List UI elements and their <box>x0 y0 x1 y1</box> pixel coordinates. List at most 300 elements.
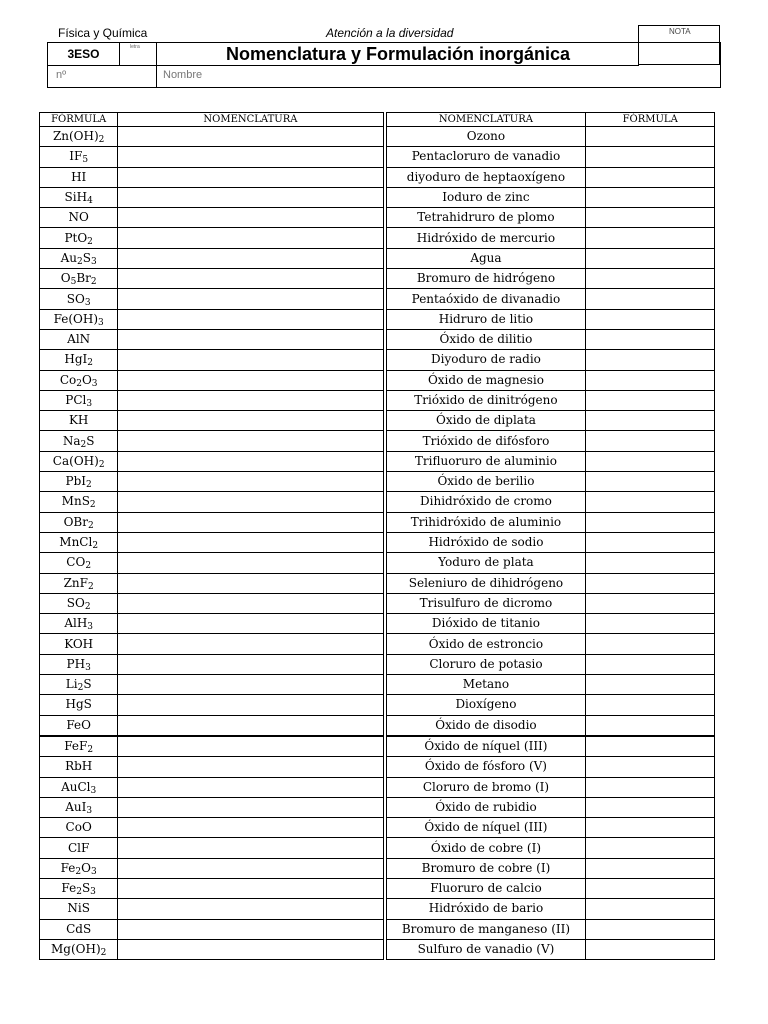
formula-symbols: O <box>81 860 91 875</box>
formula-subscript: 2 <box>84 601 91 612</box>
nomenclature-answer-cell[interactable] <box>118 532 383 552</box>
exercise-table <box>39 112 715 960</box>
nomenclature-answer-cell[interactable] <box>118 492 383 512</box>
formula-answer-cell[interactable] <box>586 228 715 248</box>
compound-name-cell: Óxido de dilitio <box>386 329 586 349</box>
compound-name-cell: Agua <box>386 248 586 268</box>
table-row <box>40 919 715 939</box>
name-label: Nombre <box>163 69 203 81</box>
table-row <box>40 675 715 695</box>
compound-name-cell: Pentaóxido de divanadio <box>386 289 586 309</box>
formula-symbols: AlN <box>67 332 91 347</box>
formula-cell <box>40 451 118 471</box>
formula-cell <box>40 777 118 797</box>
nomenclature-answer-cell[interactable] <box>118 573 383 593</box>
table-row <box>40 248 715 268</box>
formula-answer-cell[interactable] <box>586 614 715 634</box>
formula-symbols: FeF <box>64 739 88 754</box>
formula-cell <box>40 512 118 532</box>
formula-subscript: 3 <box>91 378 98 389</box>
nomenclature-answer-cell[interactable] <box>118 838 383 858</box>
nomenclature-answer-cell[interactable] <box>118 634 383 654</box>
formula-symbols: AuCl <box>61 779 91 794</box>
formula-symbols: PCl <box>65 393 87 407</box>
formula-cell <box>40 248 118 268</box>
formula-symbols: S <box>86 433 95 448</box>
formula-answer-cell[interactable] <box>586 208 715 228</box>
table-row <box>40 512 715 532</box>
table-row <box>40 147 715 167</box>
formula-subscript: 3 <box>86 399 93 409</box>
formula-answer-cell[interactable] <box>586 838 715 858</box>
formula-symbols: AlH <box>64 616 88 631</box>
compound-name-cell: Bromuro de manganeso (II) <box>386 919 586 939</box>
formula-answer-cell[interactable] <box>586 431 715 451</box>
formula-subscript: 3 <box>90 866 97 877</box>
compound-name-cell: Hidróxido de bario <box>386 899 586 919</box>
compound-name-cell: Bromuro de cobre (I) <box>386 858 586 878</box>
nomenclature-answer-cell[interactable] <box>118 939 383 959</box>
compound-name-cell: Óxido de magnesio <box>386 370 586 390</box>
formula-symbols: SO <box>66 291 85 306</box>
formula-symbols: Na <box>62 433 81 448</box>
nomenclature-answer-cell[interactable] <box>118 370 383 390</box>
formula-subscript: 2 <box>92 541 99 552</box>
formula-answer-cell[interactable] <box>586 451 715 471</box>
compound-name-cell: Trióxido de difósforo <box>386 431 586 451</box>
nomenclature-column-header: NOMENCLATURA <box>386 113 586 127</box>
nomenclature-answer-cell[interactable] <box>118 451 383 471</box>
formula-symbols: NiS <box>67 901 90 916</box>
formula-symbols: S <box>81 881 91 896</box>
table-row <box>40 289 715 309</box>
formula-subscript: 2 <box>86 480 92 491</box>
compound-name-cell: Hidruro de litio <box>386 309 586 329</box>
course-cell: 3ESO <box>48 43 120 65</box>
grade-label: NOTA <box>669 27 691 36</box>
formula-cell <box>40 472 118 492</box>
formula-subscript: 2 <box>87 236 93 247</box>
formula-cell <box>40 289 118 309</box>
formula-cell <box>40 390 118 410</box>
formula-answer-cell[interactable] <box>586 818 715 838</box>
formula-cell <box>40 208 118 228</box>
formula-symbols: PH <box>66 656 86 671</box>
compound-name-cell: Óxido de níquel (III) <box>386 736 586 757</box>
compound-name-cell: Óxido de fósforo (V) <box>386 757 586 777</box>
formula-symbols: ClF <box>67 840 90 855</box>
formula-cell <box>40 187 118 207</box>
formula-symbols: KH <box>68 413 89 428</box>
formula-symbols: O <box>81 372 92 387</box>
table-row <box>40 228 715 248</box>
formula-cell <box>40 757 118 777</box>
formula-answer-cell[interactable] <box>586 553 715 573</box>
formula-subscript: 2 <box>87 745 94 756</box>
formula-cell <box>40 553 118 573</box>
compound-name-cell: Ioduro de zinc <box>386 187 586 207</box>
formula-cell <box>40 858 118 878</box>
compound-name-cell: Cloruro de potasio <box>386 654 586 674</box>
formula-answer-cell[interactable] <box>586 777 715 797</box>
table-row <box>40 695 715 715</box>
formula-symbols: MnCl <box>59 535 93 550</box>
formula-symbols: CO <box>66 555 86 570</box>
table-row <box>40 309 715 329</box>
table-row <box>40 492 715 512</box>
compound-name-cell: Fluoruro de calcio <box>386 878 586 898</box>
formula-cell <box>40 329 118 349</box>
formula-symbols: NO <box>68 210 89 225</box>
nomenclature-answer-cell[interactable] <box>118 512 383 532</box>
table-row <box>40 329 715 349</box>
compound-name-cell: Óxido de disodio <box>386 715 586 736</box>
nomenclature-answer-cell[interactable] <box>118 614 383 634</box>
table-row <box>40 818 715 838</box>
nomenclature-answer-cell[interactable] <box>118 147 383 167</box>
worksheet-header <box>0 0 768 100</box>
formula-answer-cell[interactable] <box>586 532 715 552</box>
compound-name-cell: Pentacloruro de vanadio <box>386 147 586 167</box>
formula-symbols: Au <box>60 250 78 265</box>
formula-symbols: Ca(OH) <box>52 453 99 468</box>
formula-answer-cell[interactable] <box>586 899 715 919</box>
formula-answer-cell[interactable] <box>586 573 715 593</box>
compound-name-cell: Hidróxido de mercurio <box>386 228 586 248</box>
table-row <box>40 350 715 370</box>
formula-answer-cell[interactable] <box>586 411 715 431</box>
nomenclature-answer-cell[interactable] <box>118 858 383 878</box>
nomenclature-answer-cell[interactable] <box>118 411 383 431</box>
compound-name-cell: Trihidróxido de aluminio <box>386 512 586 532</box>
table-row <box>40 411 715 431</box>
formula-subscript: 2 <box>75 866 82 877</box>
nomenclature-answer-cell[interactable] <box>118 715 383 736</box>
compound-name-cell: Óxido de estroncio <box>386 634 586 654</box>
formula-subscript: 2 <box>87 358 93 369</box>
formula-answer-cell[interactable] <box>586 512 715 532</box>
formula-answer-cell[interactable] <box>586 390 715 410</box>
nomenclature-answer-cell[interactable] <box>118 208 383 228</box>
formula-answer-cell[interactable] <box>586 695 715 715</box>
formula-symbols: Fe <box>61 881 77 896</box>
formula-subscript: 2 <box>77 256 83 267</box>
formula-cell <box>40 228 118 248</box>
nomenclature-answer-cell[interactable] <box>118 593 383 613</box>
table-row <box>40 777 715 797</box>
formula-symbols: OBr <box>63 514 88 529</box>
formula-symbols: O <box>60 271 71 286</box>
nomenclature-answer-cell[interactable] <box>118 350 383 370</box>
formula-cell <box>40 167 118 187</box>
formula-cell <box>40 695 118 715</box>
compound-name-cell: Óxido de diplata <box>386 411 586 431</box>
formula-symbols: HI <box>71 169 87 184</box>
nomenclature-answer-cell[interactable] <box>118 127 383 147</box>
formula-cell <box>40 350 118 370</box>
formula-symbols: MnS <box>61 494 90 509</box>
worksheet-title: Nomenclatura y Formulación inorgánica <box>225 44 571 64</box>
formula-answer-cell[interactable] <box>586 634 715 654</box>
table-row <box>40 593 715 613</box>
formula-symbols: S <box>82 250 91 265</box>
formula-cell <box>40 269 118 289</box>
formula-symbols: IF <box>69 149 83 164</box>
formula-symbols: PbI <box>65 474 87 489</box>
formula-symbols: Zn(OH) <box>52 129 99 144</box>
formula-subscript: 2 <box>98 459 105 470</box>
nomenclature-answer-cell[interactable] <box>118 167 383 187</box>
formula-cell <box>40 431 118 451</box>
formula-symbols: S <box>83 677 92 692</box>
table-row <box>40 390 715 410</box>
formula-subscript: 3 <box>85 662 91 673</box>
formula-symbols: FeO <box>66 717 91 732</box>
formula-cell <box>40 939 118 959</box>
table-row <box>40 187 715 207</box>
formula-subscript: 2 <box>88 581 94 592</box>
formula-answer-cell[interactable] <box>586 370 715 390</box>
formula-symbols: HgS <box>65 697 92 712</box>
nomenclature-answer-cell[interactable] <box>118 248 383 268</box>
compound-name-cell: Óxido de cobre (I) <box>386 838 586 858</box>
subject-label: Física y Química <box>58 26 148 40</box>
formula-cell <box>40 593 118 613</box>
table-row <box>40 878 715 898</box>
compound-name-cell: Diyoduro de radio <box>386 350 586 370</box>
formula-subscript: 2 <box>76 887 82 898</box>
formula-subscript: 2 <box>88 520 94 531</box>
nomenclature-answer-cell[interactable] <box>118 654 383 674</box>
nomenclature-answer-cell[interactable] <box>118 899 383 919</box>
nomenclature-column-header: NOMENCLATURA <box>118 113 383 127</box>
nomenclature-answer-cell[interactable] <box>118 736 383 757</box>
table-row <box>40 797 715 817</box>
formula-cell <box>40 309 118 329</box>
compound-name-cell: Cloruro de bromo (I) <box>386 777 586 797</box>
table-row <box>40 431 715 451</box>
formula-answer-cell[interactable] <box>586 167 715 187</box>
compound-name-cell: Trisulfuro de dicromo <box>386 593 586 613</box>
formula-subscript: 5 <box>70 277 77 288</box>
nomenclature-answer-cell[interactable] <box>118 919 383 939</box>
nomenclature-answer-cell[interactable] <box>118 818 383 838</box>
formula-answer-cell[interactable] <box>586 127 715 147</box>
formula-cell <box>40 634 118 654</box>
formula-subscript: 2 <box>89 500 96 511</box>
table-row <box>40 553 715 573</box>
formula-subscript: 3 <box>90 785 97 796</box>
nomenclature-answer-cell[interactable] <box>118 675 383 695</box>
compound-name-cell: Óxido de rubidio <box>386 797 586 817</box>
formula-symbols: Co <box>59 372 77 387</box>
table-row <box>40 654 715 674</box>
table-row <box>40 838 715 858</box>
table-row <box>40 757 715 777</box>
formula-cell <box>40 614 118 634</box>
table-row <box>40 127 715 147</box>
nomenclature-answer-cell[interactable] <box>118 390 383 410</box>
table-row <box>40 532 715 552</box>
formula-subscript: 2 <box>100 948 107 959</box>
table-row <box>40 614 715 634</box>
formula-symbols: HgI <box>64 352 88 367</box>
formula-symbols: Mg(OH) <box>50 942 101 957</box>
formula-subscript: 3 <box>86 805 93 816</box>
compound-name-cell: Trióxido de dinitrógeno <box>386 390 586 410</box>
table-row <box>40 634 715 654</box>
formula-answer-cell[interactable] <box>586 187 715 207</box>
compound-name-cell: Tetrahidruro de plomo <box>386 208 586 228</box>
table-row <box>40 736 715 757</box>
formula-cell <box>40 878 118 898</box>
formula-subscript: 2 <box>85 561 92 572</box>
nomenclature-answer-cell[interactable] <box>118 187 383 207</box>
table-row <box>40 167 715 187</box>
compound-name-cell: Dióxido de titanio <box>386 614 586 634</box>
formula-answer-cell[interactable] <box>586 878 715 898</box>
table-row <box>40 451 715 471</box>
table-row <box>40 269 715 289</box>
formula-answer-cell[interactable] <box>586 350 715 370</box>
formula-answer-cell[interactable] <box>586 757 715 777</box>
formula-cell <box>40 127 118 147</box>
formula-symbols: Br <box>76 271 91 286</box>
compound-name-cell: Sulfuro de vanadio (V) <box>386 939 586 959</box>
nomenclature-answer-cell[interactable] <box>118 269 383 289</box>
student-row <box>48 66 722 88</box>
formula-cell <box>40 573 118 593</box>
formula-symbols: CdS <box>66 921 92 936</box>
formula-subscript: 3 <box>90 256 97 267</box>
formula-answer-cell[interactable] <box>586 309 715 329</box>
nomenclature-answer-cell[interactable] <box>118 553 383 573</box>
formula-cell <box>40 797 118 817</box>
compound-name-cell: Seleniuro de dihidrógeno <box>386 573 586 593</box>
formula-answer-cell[interactable] <box>586 492 715 512</box>
table-header-row <box>40 113 715 127</box>
formula-cell <box>40 370 118 390</box>
compound-name-cell: Hidróxido de sodio <box>386 532 586 552</box>
formula-subscript: 3 <box>84 297 91 308</box>
formula-symbols: PtO <box>64 230 88 245</box>
table-row <box>40 573 715 593</box>
nomenclature-answer-cell[interactable] <box>118 289 383 309</box>
nomenclature-answer-cell[interactable] <box>118 695 383 715</box>
nomenclature-answer-cell[interactable] <box>118 431 383 451</box>
nomenclature-answer-cell[interactable] <box>118 228 383 248</box>
formula-subscript: 2 <box>90 277 97 288</box>
attention-label: Atención a la diversidad <box>326 26 454 40</box>
formula-answer-cell[interactable] <box>586 858 715 878</box>
formula-answer-cell[interactable] <box>586 797 715 817</box>
compound-name-cell: Óxido de níquel (III) <box>386 818 586 838</box>
letter-label: letra <box>130 44 140 50</box>
formula-symbols: ZnF <box>63 575 88 590</box>
formula-subscript: 2 <box>76 378 82 389</box>
formula-cell <box>40 838 118 858</box>
formula-symbols: CoO <box>65 820 92 835</box>
formula-symbols: Fe(OH) <box>53 311 99 326</box>
formula-answer-cell[interactable] <box>586 675 715 695</box>
formula-subscript: 3 <box>90 887 96 898</box>
formula-subscript: 2 <box>98 135 105 146</box>
formula-cell <box>40 147 118 167</box>
formula-column-header: FÓRMULA <box>586 113 715 127</box>
table-row <box>40 858 715 878</box>
formula-cell <box>40 818 118 838</box>
formula-cell <box>40 411 118 431</box>
nomenclature-answer-cell[interactable] <box>118 878 383 898</box>
student-name-field[interactable] <box>157 66 202 81</box>
table-row <box>40 715 715 736</box>
compound-name-cell: Metano <box>386 675 586 695</box>
formula-subscript: 2 <box>77 683 84 694</box>
number-label: nº <box>56 69 67 81</box>
compound-name-cell: diyoduro de heptaoxígeno <box>386 167 586 187</box>
table-row <box>40 939 715 959</box>
formula-symbols: SiH <box>64 190 88 205</box>
compound-name-cell: Dihidróxido de cromo <box>386 492 586 512</box>
formula-answer-cell[interactable] <box>586 939 715 959</box>
formula-cell <box>40 736 118 757</box>
formula-symbols: SO <box>66 595 85 610</box>
nomenclature-answer-cell[interactable] <box>118 329 383 349</box>
table-row <box>40 899 715 919</box>
formula-symbols: Fe <box>60 860 76 875</box>
formula-symbols: RbH <box>65 759 93 774</box>
formula-subscript: 4 <box>87 196 93 207</box>
nomenclature-answer-cell[interactable] <box>118 757 383 777</box>
compound-name-cell: Yoduro de plata <box>386 553 586 573</box>
formula-column-header: FÓRMULA <box>40 113 118 127</box>
table-row <box>40 472 715 492</box>
formula-answer-cell[interactable] <box>586 289 715 309</box>
formula-answer-cell[interactable] <box>586 472 715 492</box>
formula-answer-cell[interactable] <box>586 715 715 736</box>
formula-symbols: AuI <box>65 799 87 814</box>
formula-cell <box>40 532 118 552</box>
formula-cell <box>40 654 118 674</box>
letter-cell[interactable] <box>120 43 157 65</box>
title-row <box>48 43 639 66</box>
table-row <box>40 370 715 390</box>
student-info-table <box>47 42 721 88</box>
formula-answer-cell[interactable] <box>586 919 715 939</box>
formula-answer-cell[interactable] <box>586 248 715 268</box>
formula-answer-cell[interactable] <box>586 147 715 167</box>
formula-cell <box>40 715 118 736</box>
formula-answer-cell[interactable] <box>586 654 715 674</box>
compound-name-cell: Bromuro de hidrógeno <box>386 269 586 289</box>
formula-answer-cell[interactable] <box>586 329 715 349</box>
formula-answer-cell[interactable] <box>586 736 715 757</box>
nomenclature-answer-cell[interactable] <box>118 777 383 797</box>
nomenclature-answer-cell[interactable] <box>118 472 383 492</box>
table-row <box>40 208 715 228</box>
formula-subscript: 3 <box>98 317 104 328</box>
formula-cell <box>40 919 118 939</box>
formula-subscript: 5 <box>82 155 89 166</box>
nomenclature-answer-cell[interactable] <box>118 797 383 817</box>
formula-answer-cell[interactable] <box>586 269 715 289</box>
formula-subscript: 2 <box>80 439 87 450</box>
compound-name-cell: Óxido de berilio <box>386 472 586 492</box>
formula-answer-cell[interactable] <box>586 593 715 613</box>
compound-name-cell: Ozono <box>386 127 586 147</box>
nomenclature-answer-cell[interactable] <box>118 309 383 329</box>
student-number-field[interactable] <box>48 66 157 87</box>
